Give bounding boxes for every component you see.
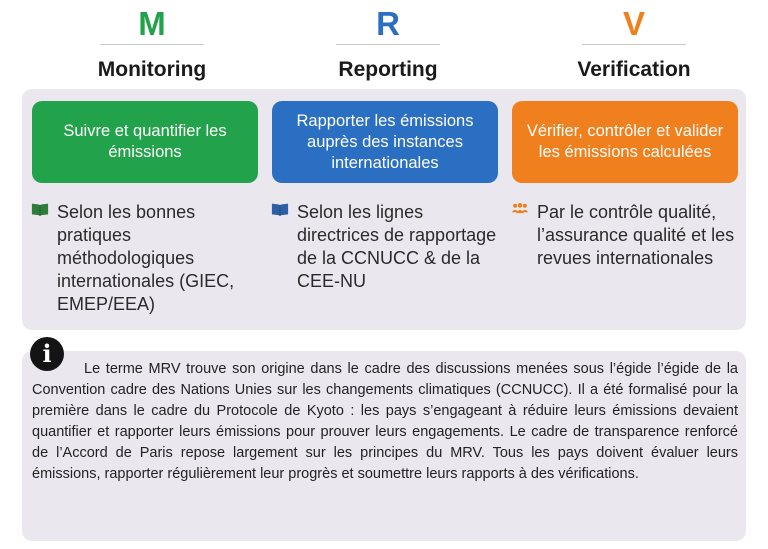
column-header-reporting: [288, 4, 488, 83]
letter-v: V: [622, 5, 645, 42]
desc-verification: [537, 201, 737, 270]
info-icon: i: [30, 337, 64, 371]
word-verification: Verification: [577, 58, 691, 81]
mrv-panel: [22, 89, 746, 330]
people-icon: [511, 201, 529, 217]
book-icon: [271, 201, 289, 217]
desc-monitoring-text: Selon les bonnes pratiques méthodologiques internationales (GIEC, EMEP/EEA): [57, 202, 235, 314]
word-reporting: Reporting: [338, 58, 438, 81]
box-monitoring: Suivre et quantifier les émissions: [32, 101, 258, 183]
info-note-text: Le terme MRV trouve son origine dans le cadre des discussions menées sous l’égide l’égide de la Convention cadre des Nations Unies sur les changements climatiques (CCNUCC). Il a été formalisé pour la première dans le cadre du Protocole de Kyoto : les pays s’engageant à réduire leurs émissions devaient quantifier et rapporter leurs émissions pour prouver leurs engagements. Le cadre de transparence renforcé de l’Accord de Paris repose largement sur les principes du MRV. Tous les pays doivent évaluer leurs émissions, rapporter régulièrement leur progrès et soumettre leurs rapports à des vérifications.: [32, 361, 738, 482]
desc-monitoring: [57, 201, 257, 316]
header-divider: [100, 44, 204, 45]
column-header-verification: [534, 4, 734, 83]
letter-r: R: [376, 5, 400, 42]
book-icon: [31, 201, 49, 217]
desc-verification-text: Par le contrôle qualité, l’assurance qualité et les revues internationales: [537, 202, 735, 268]
letter-m: M: [138, 5, 166, 42]
desc-reporting-text: Selon les lignes directrices de rapportage de la CCNUCC & de la CEE-NU: [297, 202, 497, 291]
desc-reporting: [297, 201, 497, 293]
box-verification: Vérifier, contrôler et valider les émissions calculées: [512, 101, 738, 183]
info-note: [22, 339, 746, 541]
column-header-monitoring: [52, 4, 252, 83]
header-divider: [336, 44, 440, 45]
word-monitoring: Monitoring: [97, 58, 207, 81]
header-divider: [582, 44, 686, 45]
box-reporting: Rapporter les émissions auprès des instances internationales: [272, 101, 498, 183]
